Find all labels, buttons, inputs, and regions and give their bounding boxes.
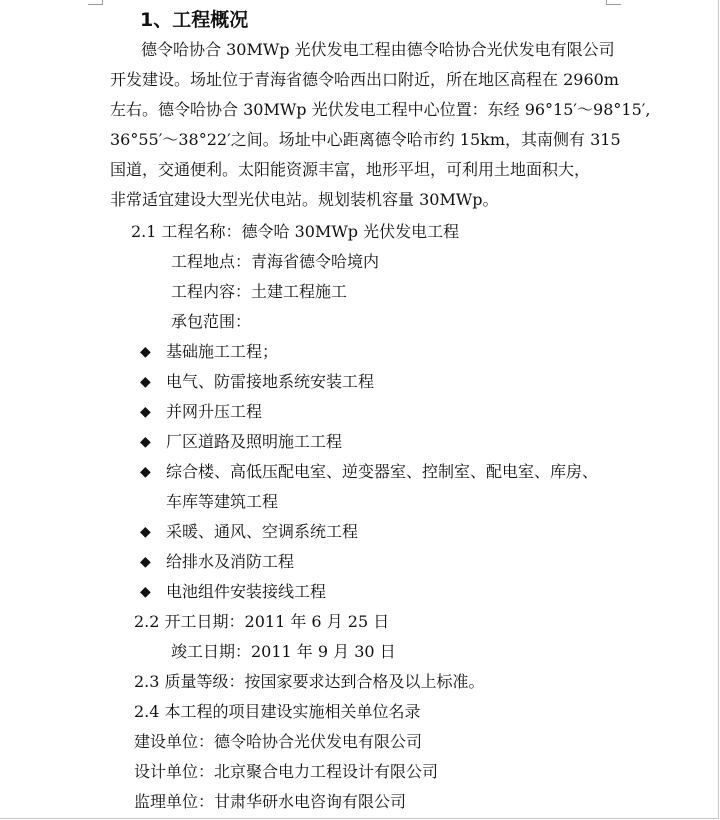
crop-mark-top-left xyxy=(88,0,103,5)
diamond-bullet-icon: ◆ xyxy=(140,404,151,420)
diamond-bullet-icon: ◆ xyxy=(140,584,151,600)
units-heading: 2.4 本工程的项目建设实施相关单位名录 xyxy=(134,702,421,721)
diamond-bullet-icon: ◆ xyxy=(140,374,151,390)
diamond-bullet-icon: ◆ xyxy=(140,464,151,480)
builder-unit: 建设单位：德令哈协合光伏发电有限公司 xyxy=(134,732,423,751)
scope-item: 厂区道路及照明施工工程 xyxy=(166,432,343,451)
intro-line-1: 德令哈协合 30MWp 光伏发电工程由德令哈协合光伏发电有限公司 xyxy=(141,40,615,59)
intro-line-5: 国道，交通便利。太阳能资源丰富，地形平坦，可利用土地面积大， xyxy=(110,160,591,179)
scope-item: 综合楼、高低压配电室、逆变器室、控制室、配电室、库房、 xyxy=(166,462,599,481)
scope-item: 给排水及消防工程 xyxy=(166,552,295,571)
scope-item: 电气、防雷接地系统安装工程 xyxy=(166,372,375,391)
intro-line-3: 左右。德令哈协合 30MWp 光伏发电工程中心位置：东经 96°15′～98°15′, xyxy=(110,100,651,119)
project-name: 2.1 工程名称：德令哈 30MWp 光伏发电工程 xyxy=(131,222,460,241)
diamond-bullet-icon: ◆ xyxy=(140,554,151,570)
section-title: 1、工程概况 xyxy=(140,9,249,31)
scope-item-continuation: 车库等建筑工程 xyxy=(166,492,279,511)
diamond-bullet-icon: ◆ xyxy=(140,434,151,450)
quality-grade: 2.3 质量等级：按国家要求达到合格及以上标准。 xyxy=(134,672,485,691)
intro-line-6: 非常适宜建设大型光伏电站。规划装机容量 30MWp。 xyxy=(110,190,499,209)
diamond-bullet-icon: ◆ xyxy=(140,344,151,360)
scope-item: 采暖、通风、空调系统工程 xyxy=(166,522,359,541)
intro-line-4: 36°55′～38°22′之间。场址中心距离德令哈市约 15km，其南侧有 315 xyxy=(110,130,621,149)
intro-line-2: 开发建设。场址位于青海省德令哈西出口附近，所在地区高程在 2960m xyxy=(110,70,619,89)
crop-mark-top-right xyxy=(606,0,621,5)
end-date: 竣工日期：2011 年 9 月 30 日 xyxy=(171,642,396,661)
project-location: 工程地点：青海省德令哈境内 xyxy=(171,252,380,271)
scope-item: 基础施工工程； xyxy=(166,342,279,361)
scope-label: 承包范围： xyxy=(171,312,252,331)
designer-unit: 设计单位：北京聚合电力工程设计有限公司 xyxy=(134,762,439,781)
scope-item: 并网升压工程 xyxy=(166,402,263,421)
diamond-bullet-icon: ◆ xyxy=(140,524,151,540)
project-content: 工程内容：土建工程施工 xyxy=(171,282,348,301)
start-date: 2.2 开工日期：2011 年 6 月 25 日 xyxy=(134,612,390,631)
scope-item: 电池组件安装接线工程 xyxy=(166,582,327,601)
supervisor-unit: 监理单位：甘肃华研水电咨询有限公司 xyxy=(134,792,407,811)
